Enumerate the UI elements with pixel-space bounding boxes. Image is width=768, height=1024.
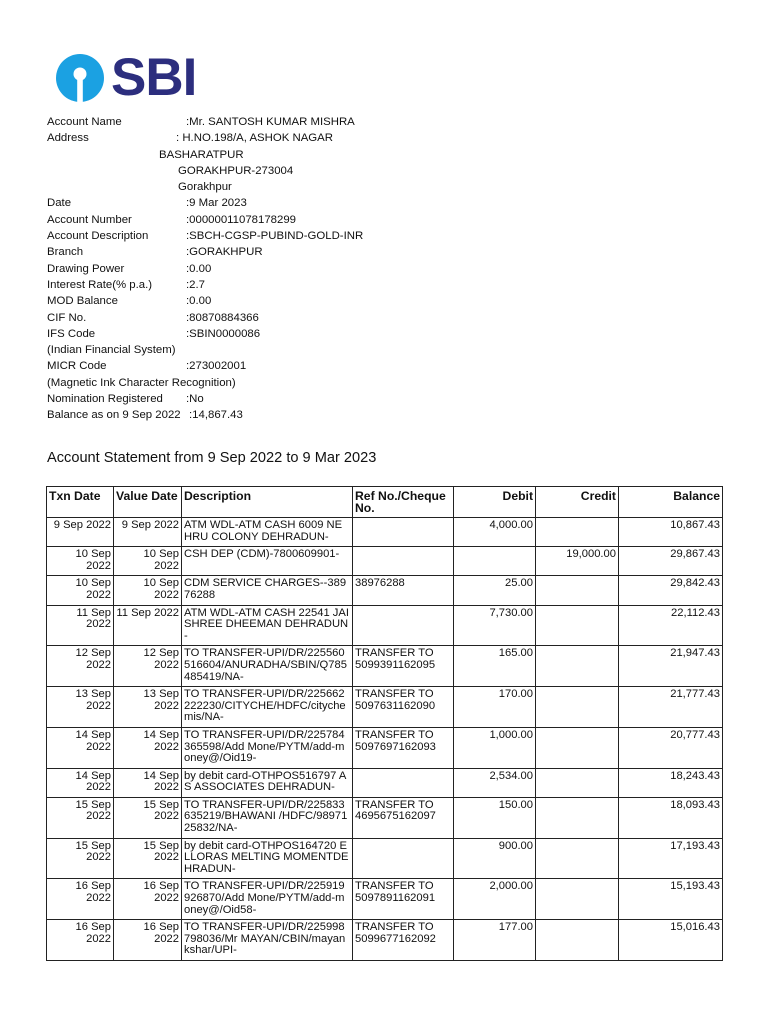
table-row xyxy=(47,920,723,961)
value-date-cell: 15 Sep 2022 xyxy=(114,797,182,838)
value-date-cell: 11 Sep 2022 xyxy=(114,605,182,646)
table-row xyxy=(47,547,723,576)
credit-cell: 19,000.00 xyxy=(536,547,619,576)
table-row xyxy=(47,879,723,920)
header-credit: Credit xyxy=(536,487,619,518)
txn-date-cell: 16 Sep 2022 xyxy=(47,879,114,920)
ref-cell: TRANSFER TO 5097631162090 xyxy=(353,687,454,728)
debit-cell: 25.00 xyxy=(454,576,536,605)
description-cell: TO TRANSFER-UPI/DR/225784365598/Add Mone/PYTM/add-money@/Oid19- xyxy=(182,727,353,768)
header-txn-date: Txn Date xyxy=(47,487,114,518)
debit-cell: 4,000.00 xyxy=(454,518,536,547)
ref-cell xyxy=(353,768,454,797)
txn-date-cell: 15 Sep 2022 xyxy=(47,838,114,879)
txn-date-cell: 14 Sep 2022 xyxy=(47,727,114,768)
balance-cell: 20,777.43 xyxy=(619,727,723,768)
balance-cell: 21,777.43 xyxy=(619,687,723,728)
value-date-cell: 15 Sep 2022 xyxy=(114,838,182,879)
balance-cell: 15,193.43 xyxy=(619,879,723,920)
sbi-keyhole-icon xyxy=(55,53,105,103)
debit-cell: 2,000.00 xyxy=(454,879,536,920)
debit-cell: 170.00 xyxy=(454,687,536,728)
description-cell: by debit card-OTHPOS516797 A S ASSOCIATES DEHRADUN- xyxy=(182,768,353,797)
debit-cell: 1,000.00 xyxy=(454,727,536,768)
description-cell: CSH DEP (CDM)-7800609901- xyxy=(182,547,353,576)
value: :Mr. SANTOSH KUMAR MISHRA xyxy=(186,116,355,128)
balance-cell: 29,867.43 xyxy=(619,547,723,576)
header-debit: Debit xyxy=(454,487,536,518)
table-row xyxy=(47,838,723,879)
balance-cell: 21,947.43 xyxy=(619,646,723,687)
txn-date-cell: 9 Sep 2022 xyxy=(47,518,114,547)
credit-cell xyxy=(536,687,619,728)
ref-cell: TRANSFER TO 5099677162092 xyxy=(353,920,454,961)
balance-cell: 17,193.43 xyxy=(619,838,723,879)
txn-date-cell: 10 Sep 2022 xyxy=(47,576,114,605)
sbi-logo xyxy=(55,48,197,107)
table-row xyxy=(47,518,723,547)
txn-date-cell: 15 Sep 2022 xyxy=(47,797,114,838)
credit-cell xyxy=(536,838,619,879)
balance-cell: 22,112.43 xyxy=(619,605,723,646)
header-description: Description xyxy=(182,487,353,518)
debit-cell: 177.00 xyxy=(454,920,536,961)
txn-date-cell: 11 Sep 2022 xyxy=(47,605,114,646)
balance-cell: 29,842.43 xyxy=(619,576,723,605)
value-date-cell: 10 Sep 2022 xyxy=(114,576,182,605)
description-cell: by debit card-OTHPOS164720 ELLORAS MELTING MOMENTDEHRADUN- xyxy=(182,838,353,879)
txn-date-cell: 12 Sep 2022 xyxy=(47,646,114,687)
value-date-cell: 12 Sep 2022 xyxy=(114,646,182,687)
ref-cell xyxy=(353,547,454,576)
table-row xyxy=(47,727,723,768)
table-row xyxy=(47,768,723,797)
debit-cell: 150.00 xyxy=(454,797,536,838)
ref-cell: TRANSFER TO 5099391162095 xyxy=(353,646,454,687)
debit-cell xyxy=(454,547,536,576)
description-cell: TO TRANSFER-UPI/DR/225998798036/Mr MAYAN/CBIN/mayankshar/UPI- xyxy=(182,920,353,961)
value-date-cell: 16 Sep 2022 xyxy=(114,879,182,920)
balance-cell: 10,867.43 xyxy=(619,518,723,547)
txn-date-cell: 16 Sep 2022 xyxy=(47,920,114,961)
credit-cell xyxy=(536,576,619,605)
value-date-cell: 10 Sep 2022 xyxy=(114,547,182,576)
description-cell: CDM SERVICE CHARGES--38976288 xyxy=(182,576,353,605)
statement-title: Account Statement from 9 Sep 2022 to 9 Mar 2023 xyxy=(47,450,377,466)
txn-date-cell: 10 Sep 2022 xyxy=(47,547,114,576)
ref-cell xyxy=(353,518,454,547)
credit-cell xyxy=(536,920,619,961)
header-balance: Balance xyxy=(619,487,723,518)
credit-cell xyxy=(536,646,619,687)
table-row xyxy=(47,605,723,646)
description-cell: ATM WDL-ATM CASH 22541 JAISHREE DHEEMAN DEHRADUN- xyxy=(182,605,353,646)
balance-cell: 18,243.43 xyxy=(619,768,723,797)
ref-cell: TRANSFER TO 5097697162093 xyxy=(353,727,454,768)
credit-cell xyxy=(536,797,619,838)
txn-date-cell: 14 Sep 2022 xyxy=(47,768,114,797)
credit-cell xyxy=(536,518,619,547)
value-date-cell: 13 Sep 2022 xyxy=(114,687,182,728)
ref-cell xyxy=(353,605,454,646)
value-date-cell: 9 Sep 2022 xyxy=(114,518,182,547)
ref-cell: TRANSFER TO 4695675162097 xyxy=(353,797,454,838)
debit-cell: 165.00 xyxy=(454,646,536,687)
debit-cell: 900.00 xyxy=(454,838,536,879)
table-header-row xyxy=(47,487,723,518)
credit-cell xyxy=(536,605,619,646)
debit-cell: 7,730.00 xyxy=(454,605,536,646)
transactions-table xyxy=(46,486,723,961)
ref-cell: TRANSFER TO 5097891162091 xyxy=(353,879,454,920)
table-row xyxy=(47,797,723,838)
value-date-cell: 14 Sep 2022 xyxy=(114,768,182,797)
label: Account Name xyxy=(47,116,122,128)
value: : H.NO.198/A, ASHOK NAGAR xyxy=(176,132,333,145)
description-cell: TO TRANSFER-UPI/DR/225919926870/Add Mone/PYTM/add-money@/Oid58- xyxy=(182,879,353,920)
ref-cell xyxy=(353,838,454,879)
credit-cell xyxy=(536,879,619,920)
ref-cell: 38976288 xyxy=(353,576,454,605)
description-cell: TO TRANSFER-UPI/DR/225662222230/CITYCHE/HDFC/citychemis/NA- xyxy=(182,687,353,728)
header-value-date: Value Date xyxy=(114,487,182,518)
brand-name: SBI xyxy=(111,48,197,107)
header-ref: Ref No./Cheque No. xyxy=(353,487,454,518)
balance-cell: 15,016.43 xyxy=(619,920,723,961)
description-cell: TO TRANSFER-UPI/DR/225833635219/BHAWANI /HDFC/9897125832/NA- xyxy=(182,797,353,838)
value-date-cell: 16 Sep 2022 xyxy=(114,920,182,961)
txn-date-cell: 13 Sep 2022 xyxy=(47,687,114,728)
credit-cell xyxy=(536,768,619,797)
description-cell: ATM WDL-ATM CASH 6009 NEHRU COLONY DEHRADUN- xyxy=(182,518,353,547)
label: Address xyxy=(47,132,89,145)
table-row xyxy=(47,576,723,605)
table-row xyxy=(47,646,723,687)
balance-cell: 18,093.43 xyxy=(619,797,723,838)
description-cell: TO TRANSFER-UPI/DR/225560516604/ANURADHA/SBIN/Q785485419/NA- xyxy=(182,646,353,687)
debit-cell: 2,534.00 xyxy=(454,768,536,797)
credit-cell xyxy=(536,727,619,768)
table-row xyxy=(47,687,723,728)
value-date-cell: 14 Sep 2022 xyxy=(114,727,182,768)
